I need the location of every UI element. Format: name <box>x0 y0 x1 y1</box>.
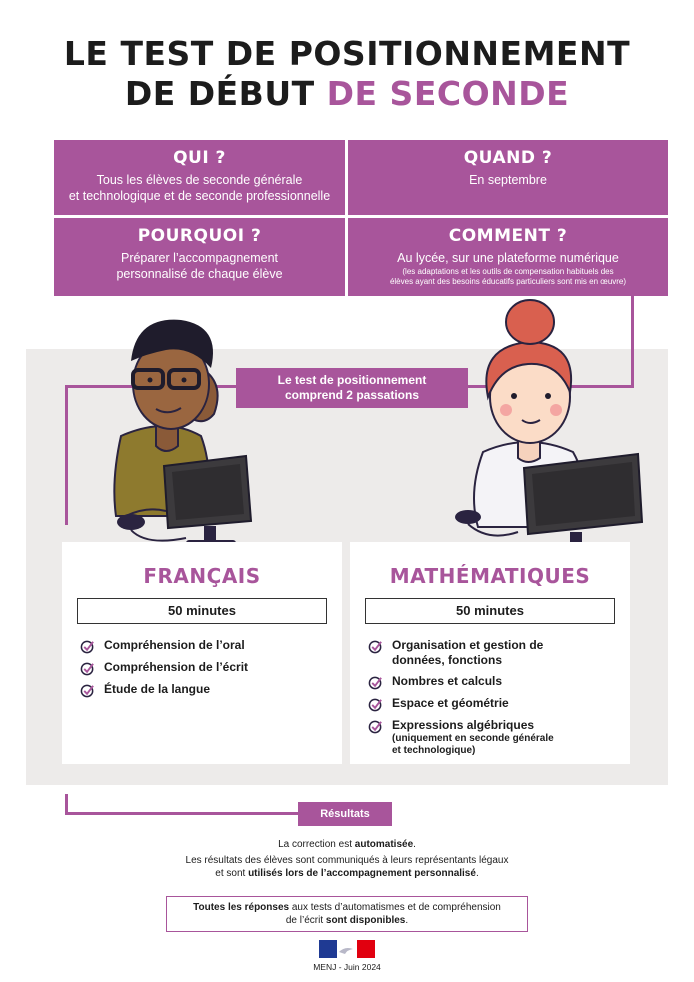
title-line-1: LE TEST DE POSITIONNEMENT <box>63 34 631 73</box>
maths-item-4-sub-2: et technologique) <box>392 745 476 756</box>
list-item <box>80 638 342 654</box>
title-accent: DE SECONDE <box>326 74 570 113</box>
passations-line-2: comprend 2 passations <box>284 388 420 402</box>
note-e: . <box>405 915 409 926</box>
resultats-text <box>100 838 594 883</box>
maths-item-3: Espace et géométrie <box>392 696 509 710</box>
quand-text: En septembre <box>469 173 547 187</box>
francais-item-2: Compréhension de l’écrit <box>104 660 249 674</box>
maths-list <box>368 638 630 757</box>
note-d: sont disponibles <box>325 915 406 926</box>
francais-duration: 50 minutes <box>77 598 327 624</box>
comment-note <box>348 267 668 287</box>
list-item <box>80 660 342 676</box>
list-item <box>368 696 630 712</box>
check-circle-icon <box>80 639 95 654</box>
republique-logo-icon <box>319 940 375 958</box>
comment-text: Au lycée, sur une plateforme numérique <box>397 251 619 265</box>
passations-line-1: Le test de positionnement <box>277 373 427 387</box>
resultats-p2-a: et sont <box>215 868 249 879</box>
resultats-p2-line-1: Les résultats des élèves sont communiqués à leurs représentants légaux <box>185 855 509 866</box>
resultats-paragraph-1 <box>100 838 594 851</box>
resultats-p1-c: . <box>413 839 416 850</box>
note-a: Toutes les réponses <box>193 902 290 913</box>
comment-note-2: élèves ayant des besoins éducatifs particuliers sont mis en œuvre) <box>389 277 627 286</box>
list-item <box>80 682 342 698</box>
note-b: aux tests d’automatismes et de compréhension <box>289 902 501 913</box>
check-circle-icon <box>368 719 383 734</box>
qui-text <box>54 172 345 204</box>
resultats-p1-a: La correction est <box>278 839 355 850</box>
check-circle-icon <box>80 661 95 676</box>
answers-note <box>166 896 528 932</box>
resultats-paragraph-2 <box>100 854 594 880</box>
list-item <box>368 718 630 757</box>
check-circle-icon <box>80 683 95 698</box>
student-boy-illustration <box>86 306 276 556</box>
francais-card <box>62 542 342 764</box>
maths-item-1-line-2: données, fonctions <box>392 653 503 667</box>
resultats-p1-b: automatisée <box>354 839 414 850</box>
quand-cell <box>348 140 668 215</box>
connector-left-vertical <box>65 385 68 525</box>
connector-bottom-horizontal <box>65 812 298 815</box>
qui-heading: QUI ? <box>173 148 226 168</box>
pourquoi-heading: POURQUOI ? <box>137 226 262 246</box>
maths-item-4-line-1: Expressions algébriques <box>392 718 535 732</box>
maths-card <box>350 542 630 764</box>
pourquoi-line-2: personnalisé de chaque élève <box>116 267 283 281</box>
resultats-p2-c: . <box>475 868 479 879</box>
maths-item-4-sub-1: (uniquement en seconde générale <box>392 733 554 744</box>
resultats-label: Résultats <box>298 802 392 826</box>
resultats-p2-b: utilisés lors de l’accompagnement personnalisé <box>248 868 476 879</box>
student-girl-illustration <box>448 292 648 572</box>
list-item <box>368 638 630 668</box>
title-line-2 <box>0 74 694 114</box>
maths-item-1-line-1: Organisation et gestion de <box>392 638 544 652</box>
quand-heading: QUAND ? <box>463 148 553 168</box>
maths-item-2: Nombres et calculs <box>392 674 503 688</box>
info-grid <box>54 140 668 296</box>
title-line-2-prefix: DE DÉBUT <box>124 74 327 113</box>
comment-note-1: (les adaptations et les outils de compensation habituels des <box>402 267 614 276</box>
note-c: de l’écrit <box>285 915 326 926</box>
pourquoi-text <box>54 250 345 282</box>
footer-credit: MENJ - Juin 2024 <box>313 962 381 972</box>
francais-item-1: Compréhension de l’oral <box>104 638 245 652</box>
list-item <box>368 674 630 690</box>
check-circle-icon <box>368 639 383 654</box>
francais-list <box>80 638 342 698</box>
comment-cell <box>348 218 668 296</box>
check-circle-icon <box>368 675 383 690</box>
maths-item-1 <box>392 638 543 668</box>
check-circle-icon <box>368 697 383 712</box>
maths-item-4 <box>392 718 554 757</box>
qui-line-1: Tous les élèves de seconde générale <box>96 173 303 187</box>
maths-title: MATHÉMATIQUES <box>389 564 591 588</box>
maths-duration: 50 minutes <box>365 598 615 624</box>
comment-heading: COMMENT ? <box>448 226 568 246</box>
qui-line-2: et technologique et de seconde professionnelle <box>68 189 331 203</box>
qui-cell <box>54 140 345 215</box>
pourquoi-line-1: Préparer l’accompagnement <box>120 251 279 265</box>
page-title <box>0 34 694 114</box>
francais-item-3: Étude de la langue <box>104 682 211 696</box>
pourquoi-cell <box>54 218 345 296</box>
francais-title: FRANÇAIS <box>143 564 261 588</box>
